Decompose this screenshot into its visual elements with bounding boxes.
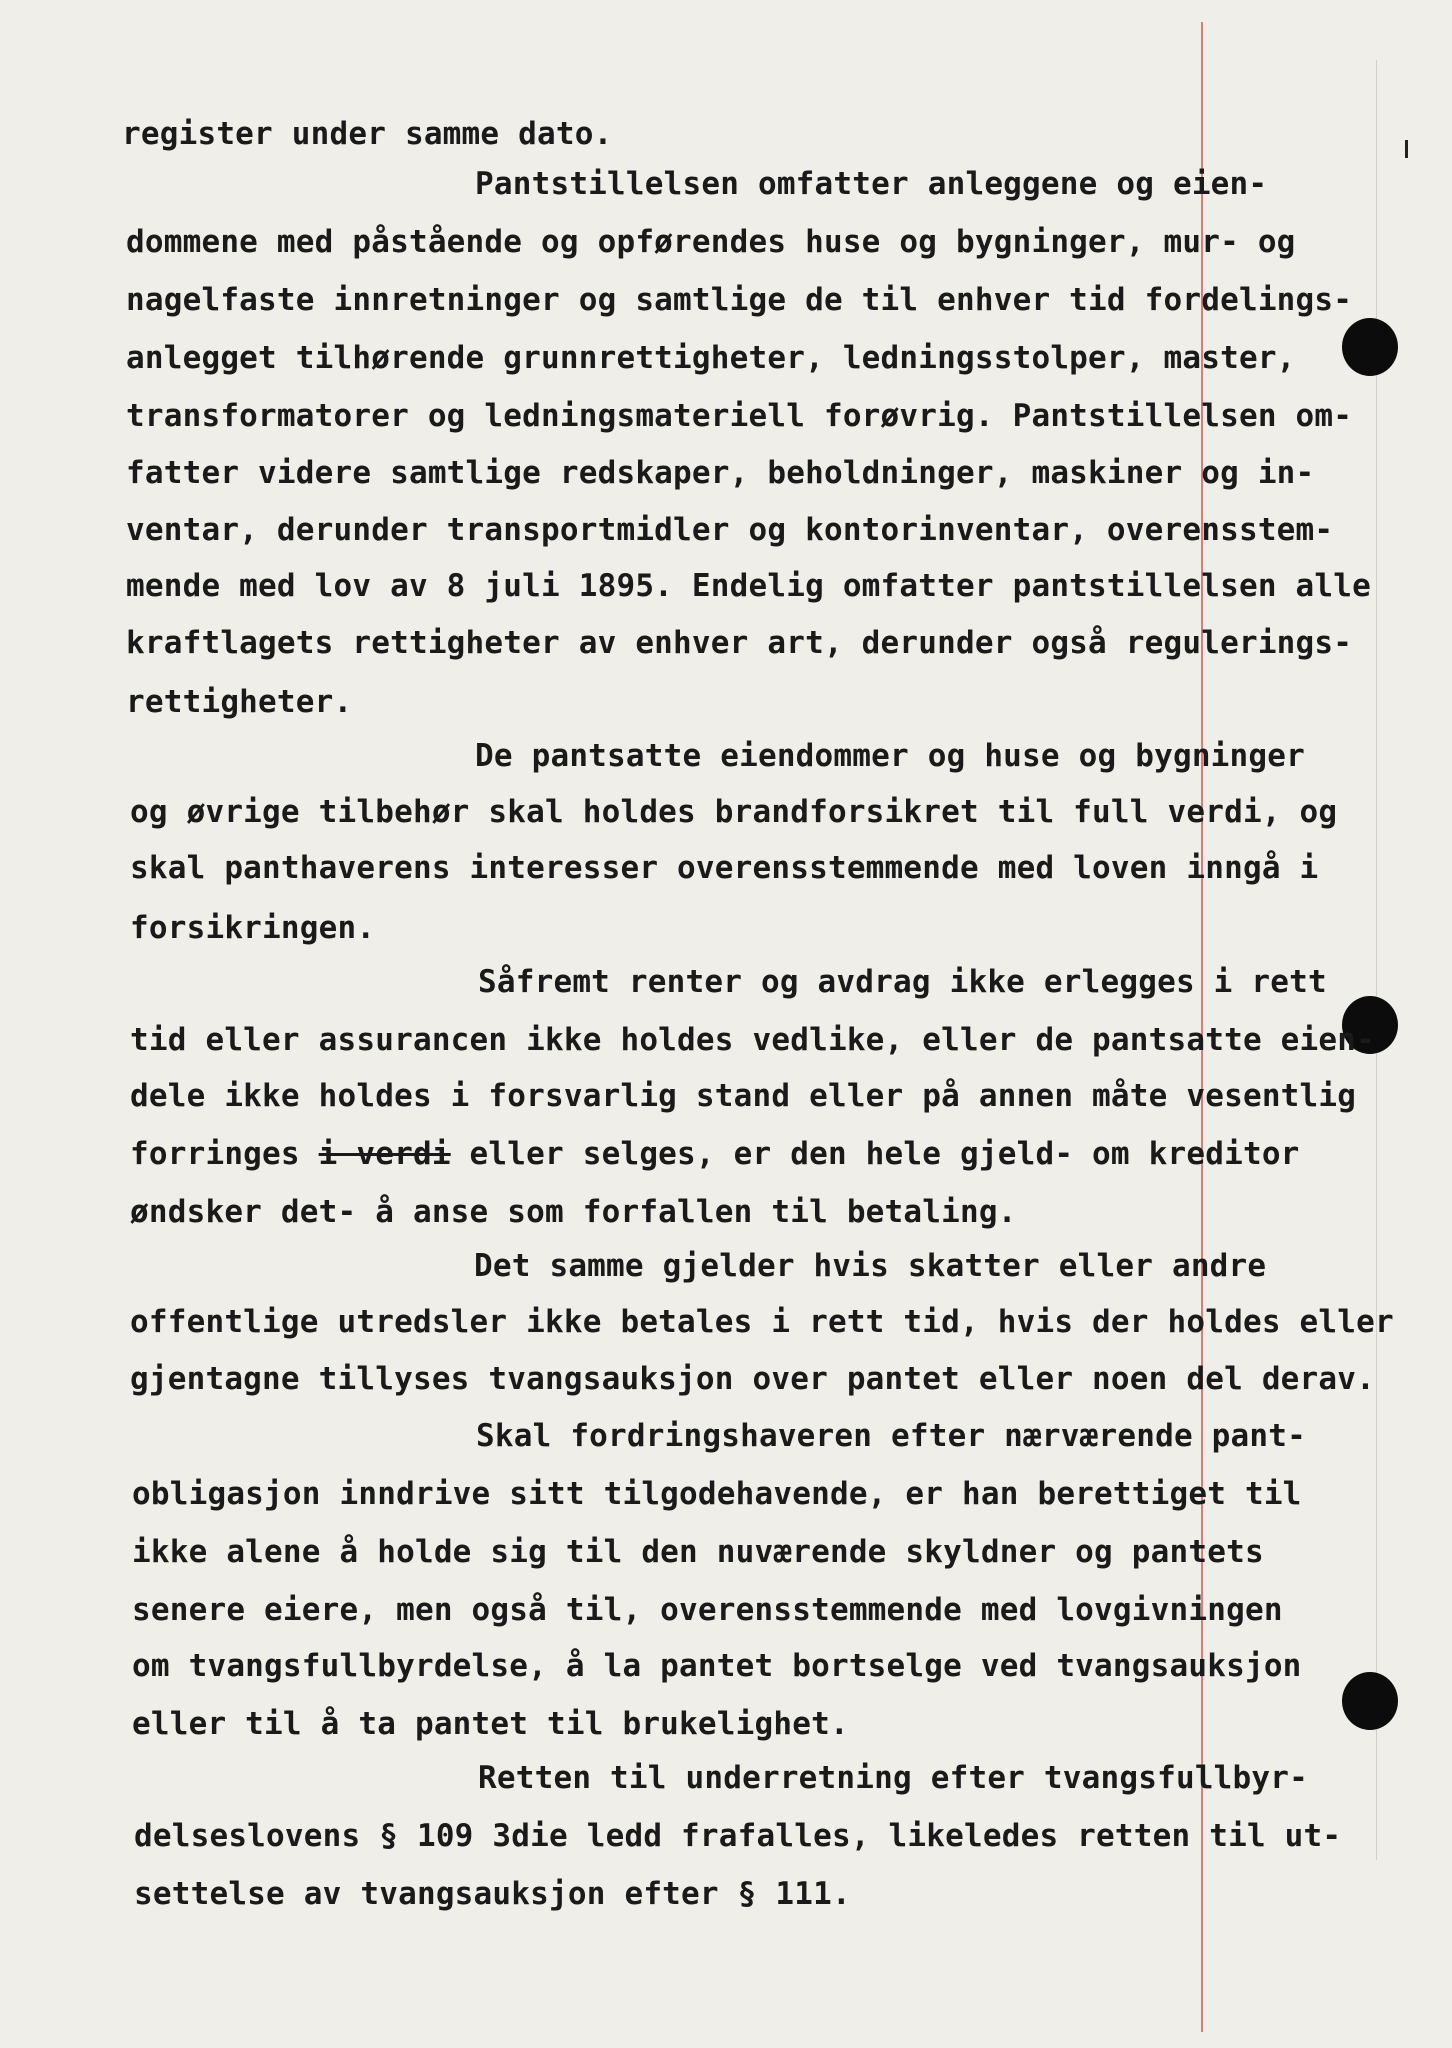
text-line-with-strikethrough <box>130 1136 1300 1172</box>
text-line: øndsker det- å anse som forfallen til betaling. <box>130 1194 1017 1230</box>
text-line: tid eller assurancen ikke holdes vedlike, eller de pantsatte eien- <box>130 1022 1375 1058</box>
text-line: kraftlagets rettigheter av enhver art, derunder også regulerings- <box>126 625 1353 661</box>
text-line: offentlige utredsler ikke betales i rett tid, hvis der holdes eller <box>130 1304 1394 1340</box>
text-line: dommene med påstående og opførendes huse og bygninger, mur- og <box>126 224 1296 260</box>
text-line: Pantstillelsen omfatter anleggene og eien- <box>475 166 1268 202</box>
text-line: skal panthaverens interesser overensstemmende med loven inngå i <box>130 850 1319 886</box>
page-mark <box>1405 140 1408 158</box>
text-line: register under samme dato. <box>122 116 613 152</box>
text-line: eller til å ta pantet til brukelighet. <box>132 1706 849 1742</box>
text-line: om tvangsfullbyrdelse, å la pantet bortselge ved tvangsauksjon <box>132 1648 1302 1684</box>
text-line: transformatorer og ledningsmateriell forøvrig. Pantstillelsen om- <box>126 398 1353 434</box>
text-line: dele ikke holdes i forsvarlig stand eller på annen måte vesentlig <box>130 1078 1357 1114</box>
text-line: rettigheter. <box>126 684 353 720</box>
text-line: settelse av tvangsauksjon efter § 111. <box>134 1876 851 1912</box>
text-line: delseslovens § 109 3die ledd frafalles, likeledes retten til ut- <box>134 1818 1342 1854</box>
text-line: senere eiere, men også til, overensstemmende med lovgivningen <box>132 1592 1283 1628</box>
text-line: anlegget tilhørende grunnrettigheter, ledningsstolper, master, <box>126 340 1296 376</box>
text-line: mende med lov av 8 juli 1895. Endelig omfatter pantstillelsen alle <box>126 568 1371 604</box>
text-line: ikke alene å holde sig til den nuværende skyldner og pantets <box>132 1534 1264 1570</box>
text-line: forsikringen. <box>130 910 376 946</box>
text-line: obligasjon inndrive sitt tilgodehavende, er han berettiget til <box>132 1476 1302 1512</box>
punch-hole-icon <box>1342 318 1398 376</box>
text-line: og øvrige tilbehør skal holdes brandforsikret til full verdi, og <box>130 794 1338 830</box>
text-segment: eller selges, er den hele gjeld- om kreditor <box>450 1136 1300 1172</box>
punch-hole-icon <box>1342 1672 1398 1730</box>
text-line: De pantsatte eiendommer og huse og bygninger <box>475 738 1305 774</box>
text-segment: forringes <box>130 1136 319 1172</box>
text-line: Retten til underretning efter tvangsfullbyr- <box>478 1760 1308 1796</box>
text-line: Skal fordringshaveren efter nærværende pant- <box>476 1418 1306 1454</box>
text-line: gjentagne tillyses tvangsauksjon over pantet eller noen del derav. <box>130 1361 1375 1397</box>
text-line: fatter videre samtlige redskaper, beholdninger, maskiner og in- <box>126 455 1315 491</box>
text-line: ventar, derunder transportmidler og kontorinventar, overensstem- <box>126 512 1334 548</box>
text-line: nagelfaste innretninger og samtlige de til enhver tid fordelings- <box>126 282 1353 318</box>
struck-text: i verdi <box>318 1136 451 1172</box>
text-line: Det samme gjelder hvis skatter eller andre <box>474 1248 1267 1284</box>
text-line: Såfremt renter og avdrag ikke erlegges i rett <box>478 964 1327 1000</box>
